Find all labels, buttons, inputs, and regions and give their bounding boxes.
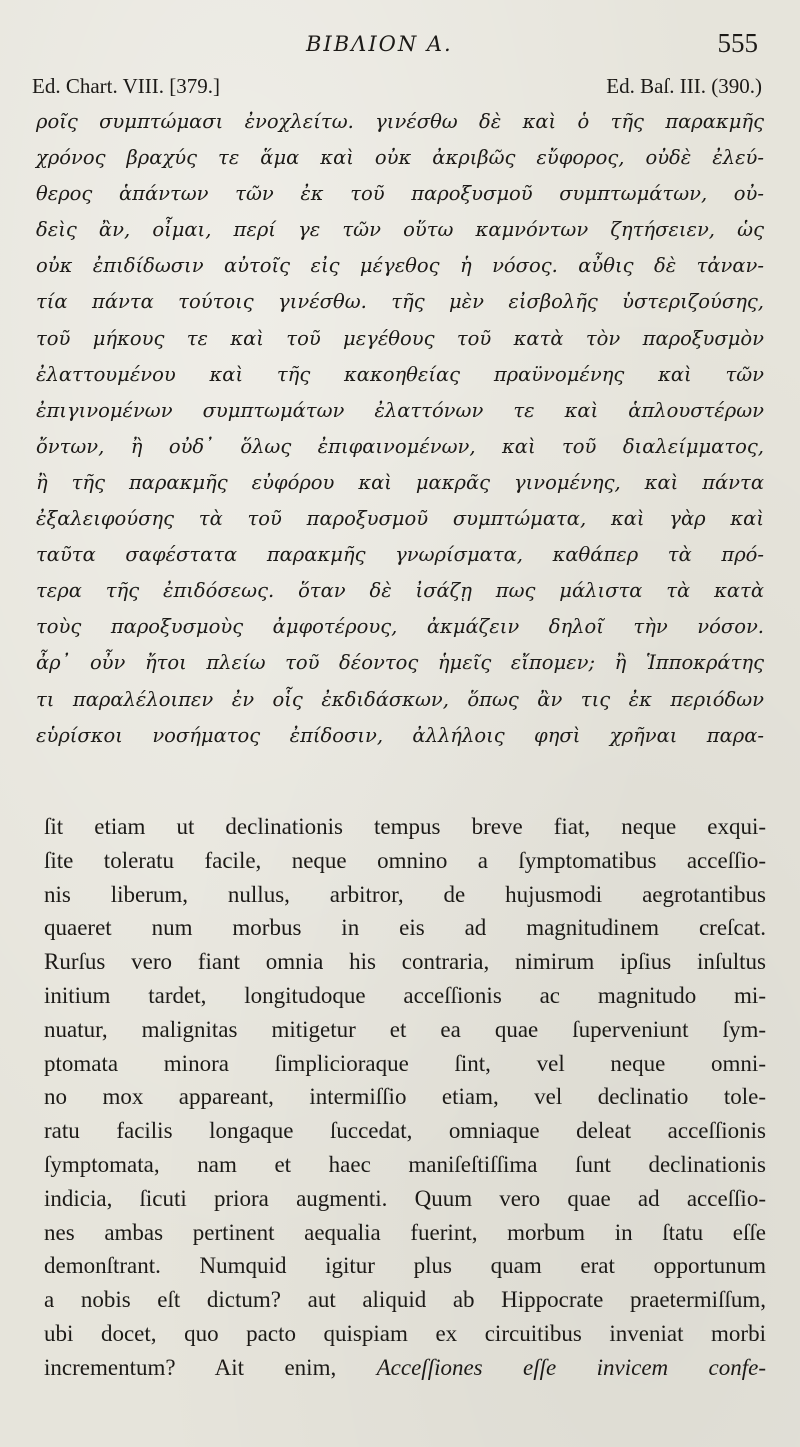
edition-basel-reference: Ed. Baſ. III. (390.) [606,74,762,98]
edition-references [0,74,800,106]
greek-line: ταῦτα σαφέστατα παρακμῆς γνωρίσματα, καθάπερ τὰ πρό- [36,543,764,567]
latin-italic-quotation: Acceſſiones eſſe invicem confe- [376,1354,767,1380]
greek-line: χρόνος βραχύς τε ἅμα καὶ οὐκ ἀκριβῶς εὔφορος, οὐδὲ ἐλεύ- [36,146,764,170]
latin-text-block [44,810,766,1385]
latin-line: initium tardet, longitudoque acceſſionis ac magnitudo mi- [44,982,766,1008]
latin-line: ſymptomata, nam et haec maniſeſtiſſima ſunt declinationis [44,1151,766,1177]
greek-line: τοῦ μήκους τε καὶ τοῦ μεγέθους τοῦ κατὰ τὸν παροξυσμὸν [36,326,764,350]
latin-line: no mox appareant, intermiſſio etiam, vel declinatio tole- [44,1084,766,1110]
running-head [0,26,800,66]
latin-last-roman-text: incrementum? Ait enim, [44,1354,337,1380]
greek-line: οὐκ ἐπιδίδωσιν αὐτοῖς εἰς μέγεθος ἡ νόσος. αὖθις δὲ τἀναν- [36,254,764,278]
latin-line: ptomata minora ſimplicioraque ſint, vel neque omni- [44,1050,766,1076]
greek-line: τοὺς παροξυσμοὺς ἀμφοτέρους, ἀκμάζειν δηλοῖ τὴν νόσον. [36,615,764,639]
latin-line: ſite toleratu facile, neque omnino a ſymptomatibus acceſſio- [44,847,766,873]
greek-line: εὑρίσκοι νοσήματος ἐπίδοσιν, ἀλλήλοις φησὶ χρῆναι παρα- [36,723,764,747]
greek-line: θερος ἁπάντων τῶν ἐκ τοῦ παροξυσμοῦ συμπτωμάτων, οὐ- [36,182,764,206]
latin-line: nes ambas pertinent aequalia fuerint, morbum in ſtatu eſſe [44,1219,766,1245]
edition-chartier-reference: Ed. Chart. VIII. [379.] [32,74,220,98]
greek-line: τία πάντα τούτοις γινέσθω. τῆς μὲν εἰσβολῆς ὑστεριζούσης, [36,290,764,314]
greek-line: δεὶς ἂν, οἶμαι, περί γε τῶν οὕτω καμνόντων ζητήσειεν, ὡς [36,218,764,242]
latin-line: nuatur, malignitas mitigetur et ea quae ſuperveniunt ſym- [44,1016,766,1042]
latin-line: demonſtrant. Numquid igitur plus quam erat opportunum [44,1253,766,1279]
page-number: 555 [717,28,758,58]
latin-line-last [44,1351,766,1385]
latin-line: ubi docet, quo pacto quispiam ex circuitibus inveniat morbi [44,1320,766,1346]
latin-line: nis liberum, nullus, arbitror, de hujusmodi aegrotantibus [44,881,766,907]
latin-line: ratu facilis longaque ſuccedat, omniaque deleat acceſſionis [44,1118,766,1144]
latin-line: quaeret num morbus in eis ad magnitudinem creſcat. [44,915,766,941]
latin-line: ſit etiam ut declinationis tempus breve fiat, neque exqui- [44,814,766,839]
running-title: ΒΙΒΛΙΟΝ Α. [306,32,453,56]
latin-line: indicia, ſicuti priora augmenti. Quum vero quae ad acceſſio- [44,1185,766,1211]
greek-line: τερα τῆς ἐπιδόσεως. ὅταν δὲ ἰσάζῃ πως μάλιστα τὰ κατὰ [36,579,764,603]
greek-line: ἐξαλειφούσης τὰ τοῦ παροξυσμοῦ συμπτώματα, καὶ γὰρ καὶ [36,507,764,531]
latin-line: Rurſus vero fiant omnia his contraria, nimirum ipſius inſultus [44,949,766,975]
latin-line: a nobis eſt dictum? aut aliquid ab Hippocrate praetermiſſum, [44,1287,766,1313]
greek-line: ἐλαττουμένου καὶ τῆς κακοηθείας πραϋνομένης καὶ τῶν [36,362,764,386]
greek-line: ἢ τῆς παρακμῆς εὐφόρου καὶ μακρᾶς γινομένης, καὶ πάντα [36,470,764,494]
greek-line: ἆρ᾽ οὖν ἤτοι πλείω τοῦ δέοντος ἡμεῖς εἴπομεν; ἢ Ἱπποκράτης [36,651,764,675]
greek-line: ὄντων, ἢ οὐδ᾽ ὅλως ἐπιφαινομένων, καὶ τοῦ διαλείμματος, [36,434,764,458]
greek-line: ροῖς συμπτώμασι ἐνοχλείτω. γινέσθω δὲ καὶ ὁ τῆς παρακμῆς [36,110,764,133]
greek-text-block [36,104,764,754]
greek-line: ἐπιγινομένων συμπτωμάτων ἐλαττόνων τε καὶ ἁπλουστέρων [36,398,764,422]
greek-line: τι παραλέλοιπεν ἐν οἷς ἐκδιδάσκων, ὅπως ἂν τις ἐκ περιόδων [36,687,764,711]
